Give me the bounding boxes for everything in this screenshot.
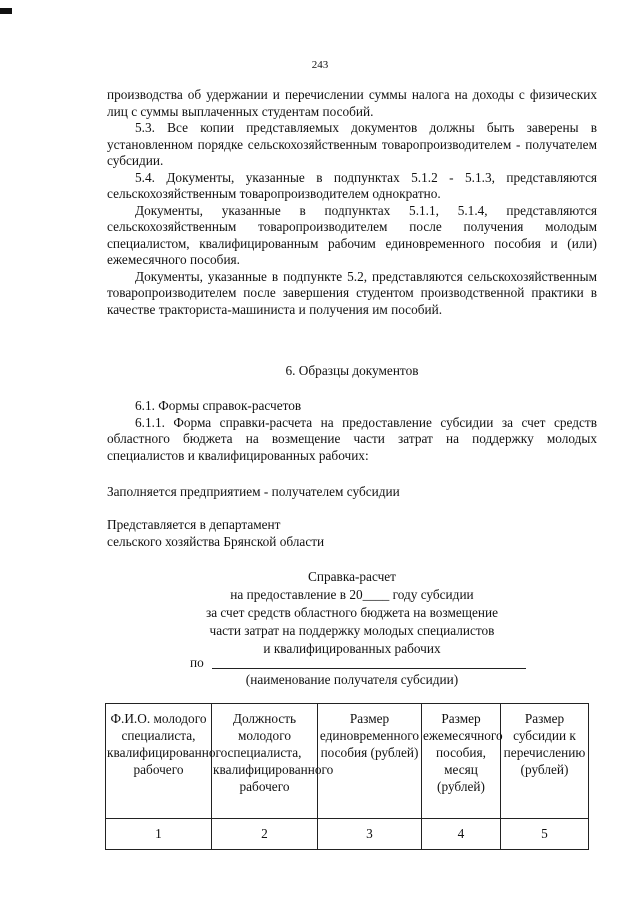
filled-by-note: Заполняется предприятием - получателем субсидии: [107, 484, 400, 499]
table-row: [106, 819, 589, 850]
po-label: по: [190, 655, 204, 670]
header-lump-sum: Размер единовременного пособия (рублей): [318, 704, 422, 819]
form-intro-text: 6.1.1. Форма справки-расчета на предоставление субсидии за счет средств областного бюджета на возмещение части затрат на поддержку молодых специалистов и квалифицированных рабочих:: [107, 414, 597, 463]
submitted-to-line-1: Представляется в департамент: [107, 517, 281, 532]
body-text: [107, 87, 597, 318]
certificate-line-2: на предоставление в 20____ году субсидии: [230, 587, 474, 602]
recipient-caption: (наименование получателя субсидии): [245, 672, 459, 687]
paragraph-5-3: 5.3. Все копии представляемых документов должны быть заверены в установленном порядке сельскохозяйственным товаропроизводителем - получателем субсидии.: [107, 120, 597, 168]
paragraph-documents-5-2: Документы, указанные в подпункте 5.2, представляются сельскохозяйственным товаропроизводителем после завершения студентом производственной практики в качестве тракториста-машиниста и получения им пособий.: [107, 268, 597, 317]
column-number-5: 5: [501, 819, 589, 850]
header-subsidy: Размер субсидии к перечислению (рублей): [501, 704, 589, 819]
header-fio: Ф.И.О. молодого специалиста, квалифицированного рабочего: [106, 704, 212, 819]
recipient-name-blank: [212, 668, 526, 669]
header-monthly: Размер ежемесячного пособия, месяц (рублей): [422, 704, 501, 819]
subsection-heading: 6.1. Формы справок-расчетов: [135, 398, 302, 413]
certificate-line-3: за счет средств областного бюджета на возмещение: [205, 605, 499, 620]
page-number: 243: [311, 59, 329, 71]
section-heading: 6. Образцы документов: [285, 363, 419, 378]
table-header-row: [106, 704, 589, 819]
header-position: Должность молодого специалиста, квалифицированного рабочего: [212, 704, 318, 819]
column-number-1: 1: [106, 819, 212, 850]
form-intro-block: [107, 398, 597, 464]
certificate-title-block: [107, 568, 597, 658]
submitted-to-block: [107, 516, 324, 550]
certificate-line-4: части затрат на поддержку молодых специалистов: [209, 623, 495, 638]
column-number-3: 3: [318, 819, 422, 850]
submitted-to-line-2: сельского хозяйства Брянской области: [107, 534, 325, 549]
column-number-4: 4: [422, 819, 501, 850]
paragraph-documents-5-1-1: Документы, указанные в подпунктах 5.1.1, 5.1.4, представляются сельскохозяйственным товаропроизводителем после получения молодым специалистом, квалифицированным рабочим единовременного пособия и (или) ежемесячного пособия.: [107, 202, 597, 267]
paragraph-5-4: 5.4. Документы, указанные в подпунктах 5.1.2 - 5.1.3, представляются сельскохозяйственным товаропроизводителем однократно.: [107, 169, 597, 201]
certificate-line-5: и квалифицированных рабочих: [263, 641, 441, 656]
calculation-table: [105, 703, 589, 850]
paragraph-continuation: производства об удержании и перечислении суммы налога на доходы с физических лиц с суммы выплаченных студентам пособий.: [107, 87, 597, 119]
scan-edge-mark: [0, 8, 12, 14]
column-number-2: 2: [212, 819, 318, 850]
certificate-title: Справка-расчет: [308, 569, 396, 584]
